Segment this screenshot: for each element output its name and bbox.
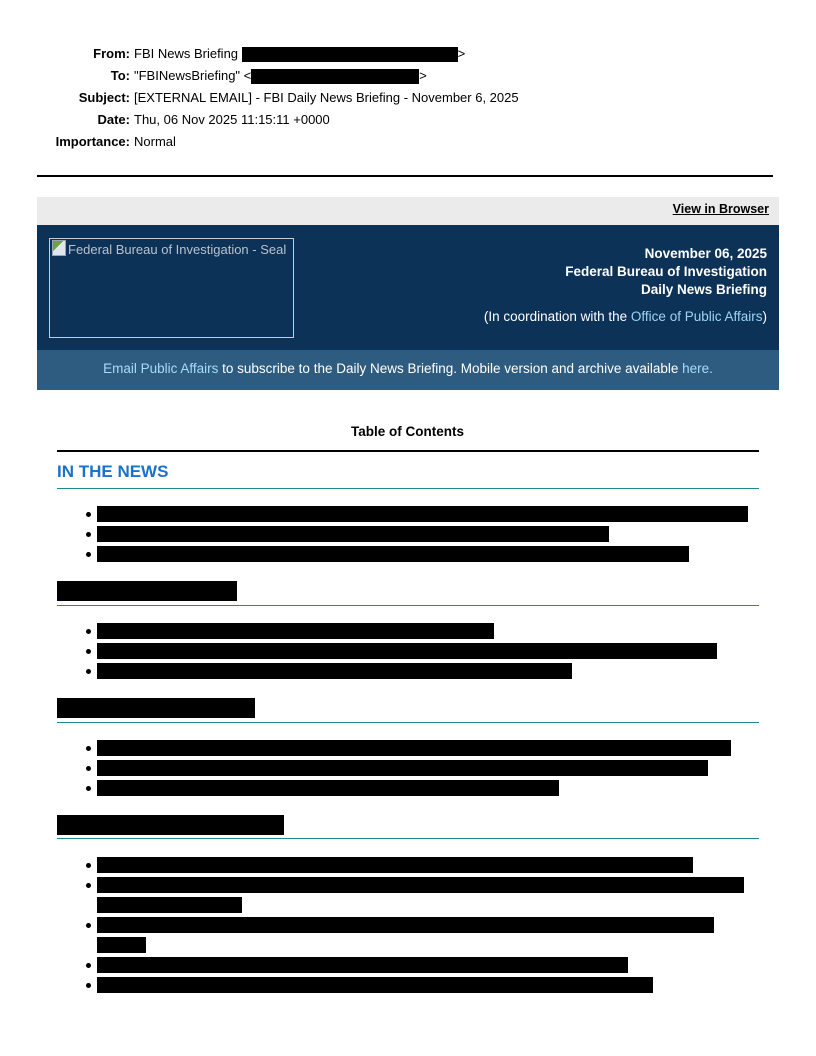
section-divider [57, 488, 759, 489]
subject-row [0, 87, 816, 109]
office-of-public-affairs-link[interactable]: Office of Public Affairs [630, 309, 763, 324]
redacted-toc-item[interactable] [97, 623, 494, 639]
bullet [86, 923, 91, 928]
bullet [86, 963, 91, 968]
date-label: Date: [97, 112, 130, 127]
header-divider [37, 175, 773, 177]
organization-name: Federal Bureau of Investigation [565, 264, 767, 279]
subject-value: [EXTERNAL EMAIL] - FBI Daily News Briefing - November 6, 2025 [134, 90, 519, 105]
toc-divider [57, 450, 759, 452]
from-label: From: [93, 46, 130, 61]
redacted-section-title [57, 698, 255, 718]
subscribe-text: to subscribe to the Daily News Briefing. Mobile version and archive available [218, 361, 683, 376]
redacted-toc-item[interactable] [97, 663, 572, 679]
redacted-toc-item[interactable] [97, 877, 744, 893]
bullet [86, 883, 91, 888]
bullet [86, 649, 91, 654]
bullet [86, 532, 91, 537]
banner-heading [565, 245, 767, 299]
bullet [86, 766, 91, 771]
redacted-section-title [57, 815, 284, 835]
bullet [86, 786, 91, 791]
redaction-from-address [242, 47, 458, 62]
email-header [0, 43, 816, 153]
coordination-note: (In coordination with the Office of Public Affairs) [483, 309, 767, 324]
importance-label: Importance: [55, 134, 130, 149]
redacted-toc-item[interactable] [97, 780, 559, 796]
bullet [86, 629, 91, 634]
redacted-toc-item[interactable] [97, 740, 731, 756]
redacted-toc-item[interactable] [97, 760, 708, 776]
section-divider [57, 605, 759, 606]
importance-row [0, 131, 816, 153]
bullet [86, 863, 91, 868]
date-row [0, 109, 816, 131]
redacted-toc-item[interactable] [97, 977, 653, 993]
view-in-browser-link[interactable]: View in Browser [672, 202, 769, 216]
to-row [0, 65, 816, 87]
seal-alt-text: Federal Bureau of Investigation - Seal [68, 242, 287, 257]
section-title-in-the-news[interactable]: IN THE NEWS [57, 462, 169, 481]
bullet [86, 552, 91, 557]
briefing-banner [37, 225, 779, 350]
redacted-toc-item[interactable] [97, 643, 717, 659]
redacted-toc-item[interactable] [97, 917, 714, 933]
redacted-toc-item[interactable] [97, 546, 689, 562]
subscribe-bar [37, 350, 779, 390]
broken-image-icon [52, 240, 66, 256]
bullet [86, 512, 91, 517]
redacted-toc-item[interactable] [97, 857, 693, 873]
redacted-toc-item[interactable] [97, 506, 748, 522]
date-value: Thu, 06 Nov 2025 11:15:11 +0000 [134, 112, 330, 127]
from-value: FBI News Briefing > [134, 46, 466, 61]
fbi-seal-image [49, 238, 294, 338]
view-in-browser-bar [37, 197, 779, 225]
briefing-title: Daily News Briefing [640, 282, 767, 297]
bullet [86, 983, 91, 988]
importance-value: Normal [134, 134, 176, 149]
redacted-toc-item[interactable] [97, 957, 628, 973]
briefing-date: November 06, 2025 [644, 246, 767, 261]
section-divider [57, 838, 759, 839]
toc-title: Table of Contents [351, 424, 464, 439]
to-label: To: [110, 68, 130, 83]
redacted-section-title [57, 581, 237, 601]
bullet [86, 669, 91, 674]
to-value: "FBINewsBriefing" < > [134, 68, 427, 83]
bullet [86, 746, 91, 751]
section-divider [57, 722, 759, 723]
redacted-toc-item-continuation[interactable] [97, 897, 242, 913]
archive-here-link[interactable]: here. [682, 361, 713, 376]
subject-label: Subject: [78, 90, 130, 105]
redacted-toc-item[interactable] [97, 526, 609, 542]
email-public-affairs-link[interactable]: Email Public Affairs [103, 361, 219, 376]
from-row [0, 43, 816, 65]
redacted-toc-item-continuation[interactable] [97, 937, 146, 953]
redaction-to-address [251, 69, 419, 84]
